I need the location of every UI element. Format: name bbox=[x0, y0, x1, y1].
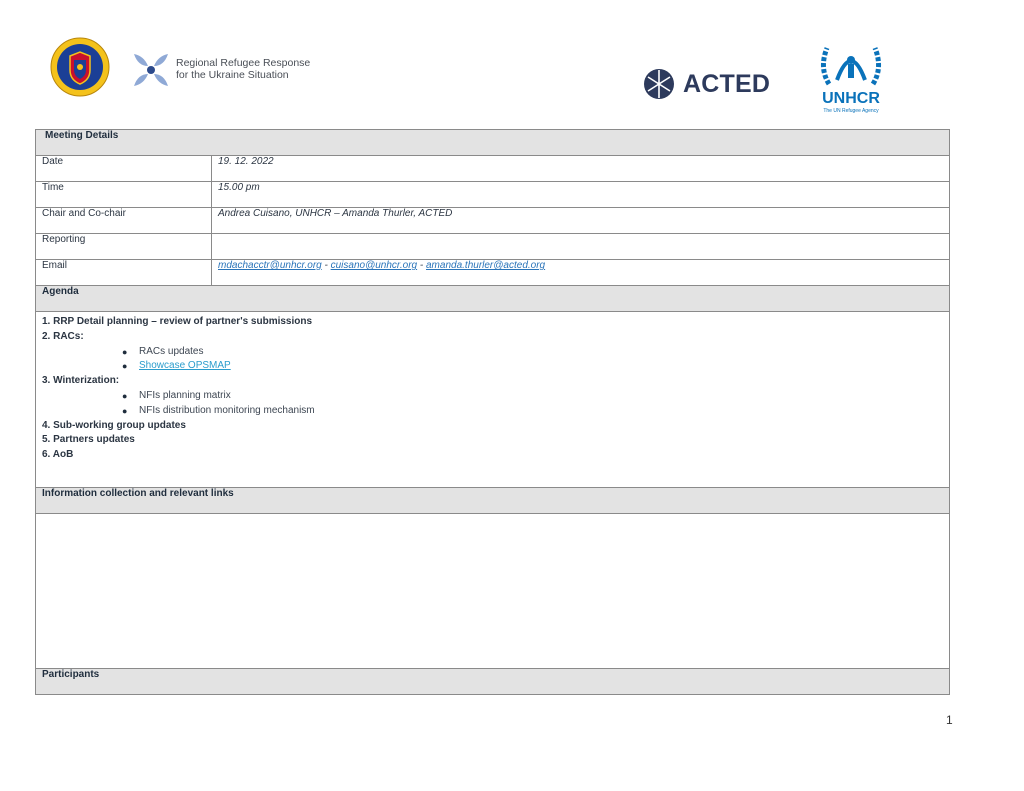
date-label: Date bbox=[36, 156, 212, 182]
meeting-details-title: Meeting Details bbox=[36, 130, 950, 156]
email-link-3[interactable]: amanda.thurler@acted.org bbox=[426, 260, 546, 271]
moldova-coat-of-arms-logo bbox=[50, 36, 110, 98]
unhcr-wordmark: UNHCR bbox=[822, 90, 880, 107]
participants-title: Participants bbox=[36, 669, 950, 695]
agenda-item: 4. Sub-working group updates bbox=[42, 419, 186, 431]
agenda-item: 5. Partners updates bbox=[42, 434, 135, 446]
acted-globe-icon bbox=[643, 68, 675, 100]
agenda-item: 2. RACs: bbox=[42, 330, 84, 342]
time-label: Time bbox=[36, 182, 212, 208]
page-number: 1 bbox=[946, 713, 953, 727]
acted-logo bbox=[643, 68, 771, 105]
info-header bbox=[36, 488, 950, 514]
reporting-value bbox=[212, 234, 950, 260]
email-link-1[interactable]: mdachacctr@unhcr.org bbox=[218, 260, 322, 271]
table-row bbox=[36, 260, 950, 286]
rrr-line-1: Regional Refugee Response bbox=[176, 57, 311, 69]
agenda-list bbox=[36, 312, 950, 488]
table-row bbox=[36, 208, 950, 234]
reporting-label: Reporting bbox=[36, 234, 212, 260]
agenda-row bbox=[36, 312, 950, 488]
agenda-title: Agenda bbox=[36, 286, 950, 312]
chair-label: Chair and Co-chair bbox=[36, 208, 212, 234]
unhcr-laurel-icon bbox=[815, 38, 887, 90]
email-link-2[interactable]: cuisano@unhcr.org bbox=[330, 260, 418, 271]
rrr-ukraine-logo bbox=[130, 48, 311, 97]
agenda-subitem: ● NFIs planning matrix bbox=[122, 389, 231, 401]
unhcr-tagline: The UN Refugee Agency bbox=[823, 108, 879, 114]
time-value: 15.00 pm bbox=[212, 182, 950, 208]
info-row bbox=[36, 514, 950, 669]
agenda-header bbox=[36, 286, 950, 312]
table-row bbox=[36, 234, 950, 260]
meeting-table bbox=[35, 129, 950, 695]
rrr-emblem-icon bbox=[130, 48, 172, 92]
info-content bbox=[36, 514, 950, 669]
chair-value: Andrea Cuisano, UNHCR – Amanda Thurler, ACTED bbox=[212, 208, 950, 234]
agenda-item: 3. Winterization: bbox=[42, 375, 120, 387]
agenda-item: 1. RRP Detail planning – review of partner's submissions bbox=[42, 316, 313, 327]
showcase-opsmap-link[interactable]: Showcase OPSMAP bbox=[139, 360, 231, 372]
date-value: 19. 12. 2022 bbox=[212, 156, 950, 182]
table-row bbox=[36, 182, 950, 208]
rrr-line-2: for the Ukraine Situation bbox=[176, 69, 289, 81]
info-title: Information collection and relevant links bbox=[36, 488, 950, 514]
meeting-details-header bbox=[36, 130, 950, 156]
participants-header bbox=[36, 669, 950, 695]
table-row bbox=[36, 156, 950, 182]
email-label: Email bbox=[36, 260, 212, 286]
email-value: mdachacctr@unhcr.org - cuisano@unhcr.org - amanda.thurler@acted.org bbox=[212, 260, 950, 286]
logo-bar bbox=[0, 0, 1024, 120]
agenda-subitem: ● NFIs distribution monitoring mechanism bbox=[122, 404, 315, 416]
agenda-subitem: ● Showcase OPSMAP bbox=[122, 360, 231, 372]
agenda-item: 6. AoB bbox=[42, 449, 74, 461]
agenda-subitem: ● RACs updates bbox=[122, 345, 204, 357]
unhcr-logo bbox=[815, 38, 887, 114]
acted-wordmark: ACTED bbox=[683, 70, 771, 98]
